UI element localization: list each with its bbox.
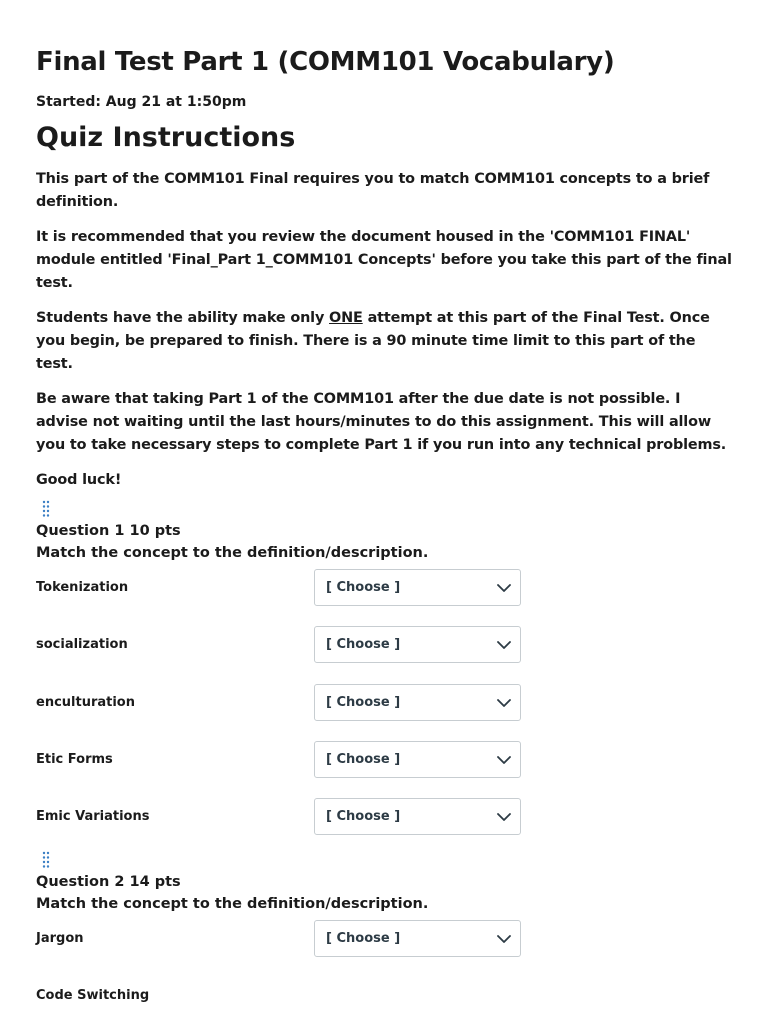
match-dropdown[interactable]: [314, 569, 521, 606]
match-row: [36, 807, 732, 847]
dropdown-value: [ Choose ]: [326, 637, 401, 653]
instruction-paragraph: This part of the COMM101 Final requires you to match COMM101 concepts to a brief definition.: [36, 171, 710, 210]
match-concept-label: Code Switching: [36, 988, 150, 1004]
dropdown-value: [ Choose ]: [326, 694, 401, 710]
instructions-body: [36, 168, 732, 492]
chevron-down-icon: [496, 753, 512, 767]
match-dropdown[interactable]: [314, 798, 521, 835]
dropdown-value: [ Choose ]: [326, 751, 401, 767]
question-1: [36, 500, 732, 847]
question-prompt: Match the concept to the definition/description.: [36, 896, 429, 913]
chevron-down-icon: [496, 581, 512, 595]
drag-handle-icon[interactable]: [39, 500, 53, 518]
match-concept-label: Tokenization: [36, 580, 129, 595]
dropdown-value: [ Choose ]: [326, 809, 401, 825]
chevron-down-icon: [496, 932, 512, 946]
instruction-paragraph: It is recommended that you review the document housed in the 'COMM101 FINAL' module entitled 'Final_Part 1_COMM101 Concepts' before you take this part of the final test.: [36, 229, 732, 291]
instructions-heading: Quiz Instructions: [36, 122, 296, 153]
match-row: [36, 986, 732, 1024]
started-timestamp: Started: Aug 21 at 1:50pm: [36, 94, 247, 110]
page-title: Final Test Part 1 (COMM101 Vocabulary): [36, 47, 615, 77]
drag-handle-icon[interactable]: [39, 851, 53, 869]
instruction-text: attempt at this part of the Final Test. Once you begin, be prepared to finish. There is a 90 minute time limit to this part of the test.: [36, 310, 710, 372]
chevron-down-icon: [496, 696, 512, 710]
instruction-text: Students have the ability make only: [36, 310, 330, 326]
match-row: [36, 929, 732, 986]
match-concept-label: enculturation: [36, 694, 135, 710]
match-dropdown[interactable]: [314, 920, 521, 957]
question-header: Question 1 10 pts: [36, 523, 181, 539]
match-dropdown[interactable]: [314, 626, 521, 663]
match-dropdown[interactable]: [314, 684, 521, 721]
question-prompt: Match the concept to the definition/description.: [36, 545, 429, 561]
instruction-paragraph: Be aware that taking Part 1 of the COMM101 after the due date is not possible. I advise not waiting until the last hours/minutes to do this assignment. This will allow you to take necessary steps to complete Part 1 if you run into any technical problems.: [36, 391, 727, 453]
match-concept-label: Jargon: [36, 931, 84, 947]
match-concept-label: Emic Variations: [36, 809, 150, 825]
chevron-down-icon: [496, 638, 512, 652]
match-concept-label: socialization: [36, 637, 128, 653]
chevron-down-icon: [496, 810, 512, 824]
dropdown-value: [ Choose ]: [326, 931, 401, 947]
instruction-paragraph: [36, 307, 732, 376]
match-concept-label: Etic Forms: [36, 751, 113, 767]
question-2: [36, 851, 732, 1024]
match-dropdown[interactable]: [314, 741, 521, 778]
question-header: Question 2 14 pts: [36, 874, 181, 891]
dropdown-value: [ Choose ]: [326, 580, 401, 595]
emphasis-text: ONE: [329, 310, 363, 326]
good-luck-text: Good luck!: [36, 472, 122, 488]
